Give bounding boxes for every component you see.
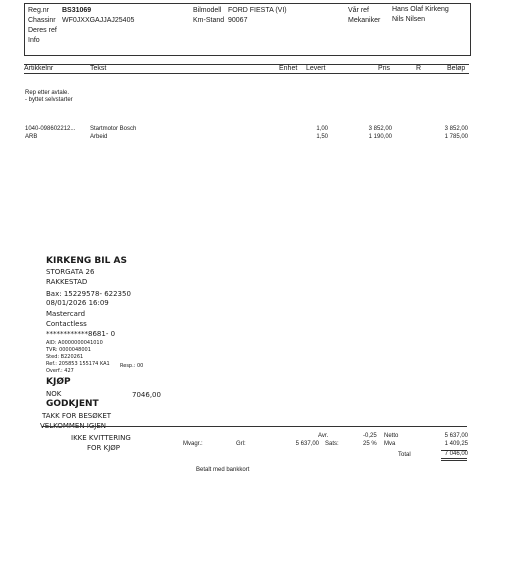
receipt-kjop: KJØP <box>46 377 71 387</box>
col-artikkelnr: Artikkelnr <box>24 65 54 72</box>
row1-levert: 1,00 <box>316 126 328 132</box>
chassis-value: WF0JXXGAJJAJ25405 <box>62 17 135 24</box>
note-line-1: Rep etter avtale. <box>25 90 70 96</box>
info-label: Info <box>28 37 40 44</box>
col-belop: Beløp <box>447 65 466 72</box>
receipt-godkjent: GODKJENT <box>46 399 99 409</box>
col-levert: Levert <box>306 65 326 72</box>
receipt-card: Mastercard <box>46 310 86 318</box>
receipt-street: STORGATA 26 <box>46 268 95 276</box>
receipt-resp: Resp.: 00 <box>120 363 144 369</box>
reg-label: Reg.nr <box>28 7 50 14</box>
summary-grl-value: 5 637,00 <box>295 441 319 447</box>
mekaniker-label: Mekaniker <box>348 17 381 24</box>
row2-pris: 1 190,00 <box>368 134 392 140</box>
receipt-company: KIRKENG BIL AS <box>46 256 127 266</box>
row1-artikkelnr: 1040-098602212... <box>25 126 76 132</box>
summary-avr-value: -0,25 <box>363 433 377 439</box>
reg-value: BS31069 <box>62 7 92 14</box>
summary-sats-value: 25 % <box>363 441 377 447</box>
receipt-nok-label: NOK <box>46 390 62 398</box>
receipt-ikke: IKKE KVITTERING <box>71 434 131 442</box>
var-ref-label: Vår ref <box>348 7 370 14</box>
row2-artikkelnr: ARB <box>25 134 38 140</box>
summary-sats-label: Sats: <box>325 441 339 447</box>
table-header-bottom-rule <box>24 73 469 74</box>
receipt-overf: Overf.: 427 <box>46 368 74 374</box>
mekaniker-value: Nils Nilsen <box>392 16 426 23</box>
col-pris: Pris <box>378 65 391 72</box>
receipt-city: RAKKESTAD <box>46 278 88 286</box>
receipt-takk: TAKK FOR BESØKET <box>42 412 112 420</box>
receipt-aid: AID: A0000000041010 <box>46 340 103 346</box>
receipt-tvr: TVR: 0000048001 <box>46 347 91 353</box>
row1-pris: 3 852,00 <box>368 126 392 132</box>
km-label: Km-Stand <box>193 17 225 24</box>
model-value: FORD FIESTA (VI) <box>228 7 287 14</box>
summary-grl: Grl: <box>236 441 246 447</box>
row2-levert: 1,50 <box>316 134 328 140</box>
deres-ref-label: Deres ref <box>28 27 57 34</box>
summary-rule <box>42 426 467 427</box>
summary-paid: Betalt med bankkort <box>196 467 250 473</box>
total-rule-double-1 <box>441 458 467 459</box>
receipt-bax: Bax: 15229578- 622350 <box>46 290 131 298</box>
col-r: R <box>416 65 422 72</box>
receipt-datetime: 08/01/2026 16:09 <box>46 299 109 307</box>
var-ref-value: Hans Olaf Kirkeng <box>392 6 449 13</box>
col-enhet: Enhet <box>279 65 298 72</box>
km-value: 90067 <box>228 17 248 24</box>
receipt-sted: Sted: B220261 <box>46 354 84 360</box>
row1-tekst: Startmotor Bosch <box>90 126 137 132</box>
summary-mva-label: Mva <box>384 441 396 447</box>
total-rule-double-2 <box>441 460 467 461</box>
summary-netto-value: 5 637,00 <box>444 433 468 439</box>
receipt-card-number: ************8681- 0 <box>46 330 116 338</box>
row2-belop: 1 785,00 <box>444 134 468 140</box>
receipt-velkommen: VELKOMMEN IGJEN <box>40 422 107 430</box>
receipt-contactless: Contactless <box>46 320 87 328</box>
receipt-for-kjop: FOR KJØP <box>87 444 121 452</box>
col-tekst: Tekst <box>90 65 107 72</box>
summary-mvagr: Mvagr.: <box>183 441 203 447</box>
note-line-2: - byttet selvstarter <box>25 97 73 103</box>
receipt-nok-value: 7046,00 <box>132 391 161 399</box>
summary-total-label: Total <box>398 452 411 458</box>
row2-tekst: Arbeid <box>90 134 108 140</box>
summary-netto-label: Netto <box>384 433 399 439</box>
chassis-label: Chassinr <box>28 17 56 24</box>
summary-total-value: 7 046,00 <box>444 451 468 457</box>
summary-avr-label: Avr. <box>318 433 329 439</box>
row1-belop: 3 852,00 <box>444 126 468 132</box>
model-label: Bilmodell <box>193 7 222 14</box>
summary-mva-value: 1 409,25 <box>444 441 468 447</box>
receipt-ref: Ref.: 205853 155174 KA1 <box>46 361 110 367</box>
